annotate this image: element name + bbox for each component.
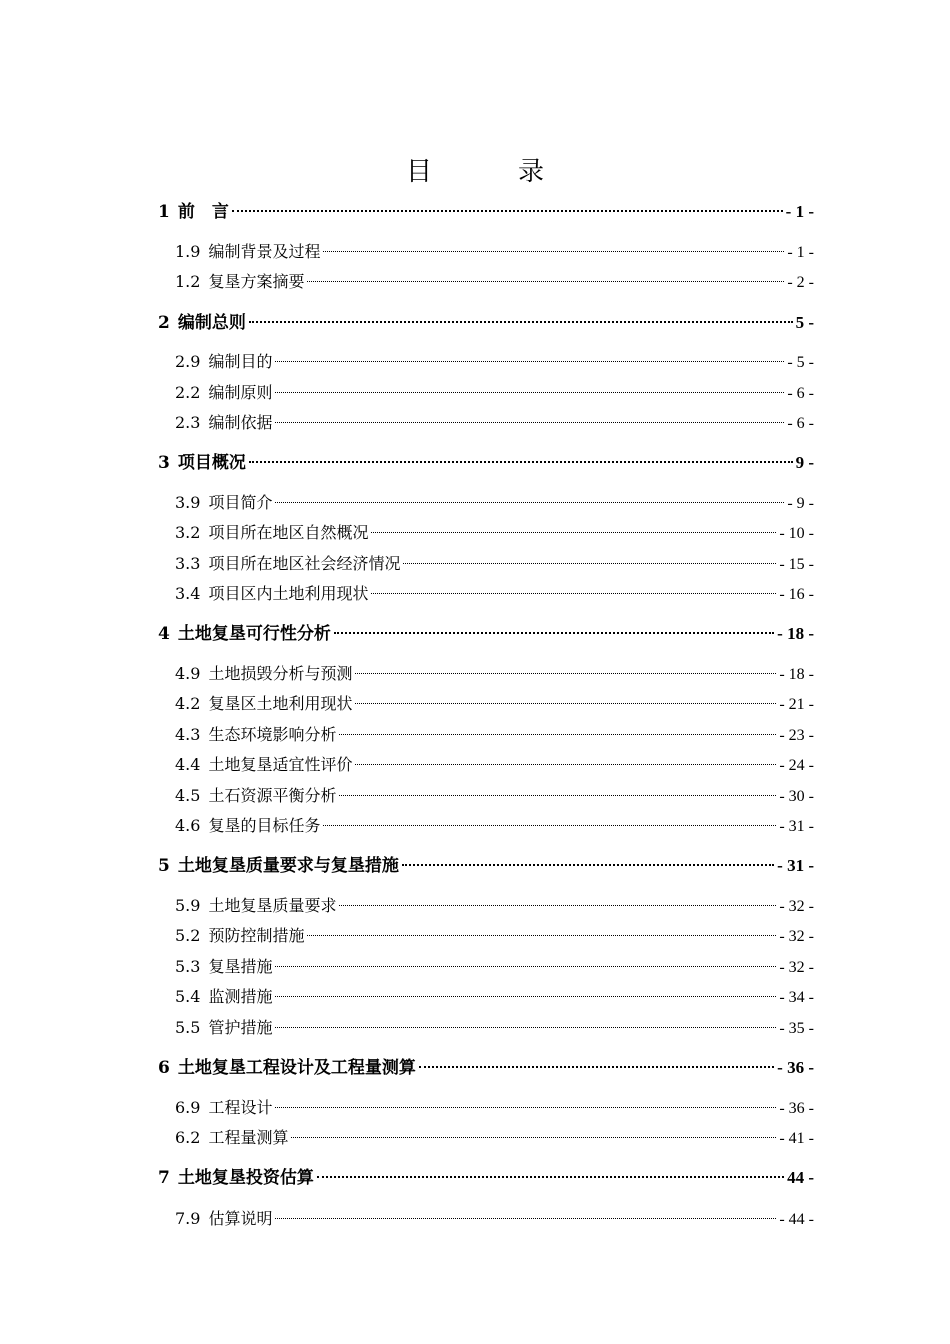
- toc-entry-number: 5.3: [175, 957, 201, 976]
- toc-entry-page: - 32 -: [779, 928, 814, 945]
- toc-entry-label: 复垦措施: [208, 957, 273, 976]
- toc-entry-page: - 10 -: [779, 525, 814, 542]
- dot-leader: [275, 965, 776, 967]
- toc-section-entry[interactable]: [175, 1125, 814, 1151]
- toc-entry-title: [175, 691, 352, 717]
- toc-entry-label: 复垦区土地利用现状: [208, 694, 353, 713]
- toc-entry-number: 4.3: [175, 725, 201, 744]
- toc-section-entry[interactable]: [175, 661, 814, 687]
- dot-leader: [355, 763, 776, 765]
- toc-entry-label: 预防控制措施: [208, 926, 305, 945]
- dot-leader: [249, 460, 793, 463]
- dot-leader: [334, 631, 774, 634]
- toc-chapter-entry[interactable]: [158, 450, 814, 476]
- toc-entry-page: - 41 -: [779, 1130, 814, 1147]
- dot-leader: [275, 501, 784, 503]
- toc-entry-title: [158, 853, 399, 879]
- toc-chapter-entry[interactable]: [158, 853, 814, 879]
- toc-entry-label: 土地损毁分析与预测: [208, 664, 353, 683]
- toc-entry-number: 3.9: [175, 493, 201, 512]
- toc-entry-label: 土地复垦质量要求与复垦措施: [177, 856, 399, 876]
- toc-section-entry[interactable]: [175, 954, 814, 980]
- toc-entry-page: - 32 -: [779, 898, 814, 915]
- toc-entry-title: [158, 1055, 416, 1081]
- toc-entry-title: [158, 450, 246, 476]
- toc-entry-number: 1.9: [175, 242, 201, 261]
- toc-entry-page: - 30 -: [779, 788, 814, 805]
- toc-entry-number: 6.2: [175, 1128, 201, 1147]
- toc-entry-label: 监测措施: [208, 987, 273, 1006]
- toc-section-entry[interactable]: [175, 813, 814, 839]
- toc-entry-label: 项目区内土地利用现状: [208, 584, 369, 603]
- dot-leader: [291, 1136, 776, 1138]
- toc-entry-page: - 18 -: [777, 624, 814, 643]
- toc-section-entry[interactable]: [175, 520, 814, 546]
- toc-section-entry[interactable]: [175, 581, 814, 607]
- toc-entry-title: [175, 661, 352, 687]
- toc-entry-page: - 31 -: [777, 856, 814, 875]
- toc-entry-page: - 16 -: [779, 586, 814, 603]
- toc-section-entry[interactable]: [175, 893, 814, 919]
- toc-entry-page: - 24 -: [779, 757, 814, 774]
- toc-entry-title: [175, 490, 272, 516]
- dot-leader: [275, 391, 784, 393]
- toc-entry-title: [175, 349, 272, 375]
- toc-section-entry[interactable]: [175, 722, 814, 748]
- toc-entry-number: 6.9: [175, 1098, 201, 1117]
- toc-entry-title: [158, 621, 331, 647]
- toc-entry-title: [175, 722, 336, 748]
- toc-entry-page: - 44 -: [779, 1211, 814, 1228]
- dot-leader: [307, 934, 776, 936]
- toc-section-entry[interactable]: [175, 490, 814, 516]
- toc-entry-title: [175, 1206, 272, 1232]
- dot-leader: [339, 733, 776, 735]
- toc-entry-number: 2.9: [175, 352, 201, 371]
- dot-leader: [275, 360, 784, 362]
- dot-leader: [275, 1106, 776, 1108]
- dot-leader: [317, 1175, 784, 1178]
- dot-leader: [339, 794, 776, 796]
- toc-entry-number: 5: [158, 856, 170, 876]
- toc-section-entry[interactable]: [175, 691, 814, 717]
- toc-section-entry[interactable]: [175, 349, 814, 375]
- toc-entry-title: [158, 1165, 314, 1191]
- toc-entry-page: - 9 -: [787, 495, 814, 512]
- toc-entry-page: - 1 -: [787, 244, 814, 261]
- toc-entry-label: 编制原则: [208, 383, 273, 402]
- toc-entry-title: [175, 1095, 272, 1121]
- toc-entry-title: [175, 893, 336, 919]
- toc-entry-title: [175, 410, 272, 436]
- dot-leader: [275, 1217, 776, 1219]
- toc-entry-title: [175, 923, 304, 949]
- toc-entry-label: 生态环境影响分析: [208, 725, 337, 744]
- toc-entry-number: 7: [158, 1168, 170, 1188]
- toc-section-entry[interactable]: [175, 783, 814, 809]
- toc-entry-label: 项目所在地区社会经济情况: [208, 554, 401, 573]
- toc-entry-number: 2.3: [175, 413, 201, 432]
- toc-chapter-entry[interactable]: [158, 199, 814, 225]
- dot-leader: [371, 531, 776, 533]
- toc-entry-title: [175, 984, 272, 1010]
- toc-entry-label: 估算说明: [208, 1209, 273, 1228]
- toc-entry-title: [175, 239, 320, 265]
- toc-entry-number: 2: [158, 313, 170, 333]
- toc-entry-number: 5.2: [175, 926, 201, 945]
- toc-entry-title: [158, 199, 229, 225]
- toc-entry-label: 复垦的目标任务: [208, 816, 321, 835]
- toc-entry-number: 4.2: [175, 694, 201, 713]
- toc-entry-page: - 18 -: [779, 666, 814, 683]
- toc-chapter-entry[interactable]: [158, 1055, 814, 1081]
- toc-section-entry[interactable]: [175, 551, 814, 577]
- toc-section-entry[interactable]: [175, 1206, 814, 1232]
- dot-leader: [249, 320, 793, 323]
- toc-entry-label: 项目所在地区自然概况: [208, 523, 369, 542]
- toc-entry-page: - 6 -: [787, 385, 814, 402]
- dot-leader: [355, 702, 776, 704]
- toc-entry-number: 1.2: [175, 272, 201, 291]
- page-title: 目 录: [405, 157, 574, 188]
- toc-entry-number: 7.9: [175, 1209, 201, 1228]
- dot-leader: [323, 824, 776, 826]
- toc-entry-label: 复垦方案摘要: [208, 272, 305, 291]
- dot-leader: [275, 421, 784, 423]
- toc-entry-title: [158, 310, 246, 336]
- toc-entry-title: [175, 1125, 288, 1151]
- toc-entry-number: 3: [158, 453, 170, 473]
- toc-entry-title: [175, 269, 304, 295]
- toc-entry-label: 土地复垦质量要求: [208, 896, 337, 915]
- toc-entry-number: 5.5: [175, 1018, 201, 1037]
- toc-entry-title: [175, 581, 368, 607]
- toc-entry-number: 6: [158, 1058, 170, 1078]
- toc-entry-label: 土地复垦可行性分析: [177, 624, 331, 644]
- toc-section-entry[interactable]: [175, 752, 814, 778]
- toc-entry-page: - 36 -: [777, 1058, 814, 1077]
- toc-entry-number: 3.4: [175, 584, 201, 603]
- toc-entry-label: 土地复垦适宜性评价: [208, 755, 353, 774]
- dot-leader: [355, 672, 776, 674]
- toc-entry-number: 4.9: [175, 664, 201, 683]
- toc-section-entry[interactable]: [175, 410, 814, 436]
- toc-entry-title: [175, 954, 272, 980]
- toc-entry-title: [175, 783, 336, 809]
- toc-entry-page: - 2 -: [787, 274, 814, 291]
- toc-chapter-entry[interactable]: [158, 1165, 814, 1191]
- dot-leader: [403, 562, 776, 564]
- toc-entry-number: 4.5: [175, 786, 201, 805]
- toc-entry-label: 编制依据: [208, 413, 273, 432]
- toc-entry-label: 土地复垦投资估算: [177, 1168, 314, 1188]
- toc-entry-number: 5.9: [175, 896, 201, 915]
- dot-leader: [307, 280, 784, 282]
- dot-leader: [275, 995, 776, 997]
- toc-entry-page: 9 -: [795, 453, 814, 472]
- toc-entry-number: 3.2: [175, 523, 201, 542]
- toc-entry-number: 3.3: [175, 554, 201, 573]
- toc-entry-title: [175, 520, 368, 546]
- toc-entry-page: - 34 -: [779, 989, 814, 1006]
- toc-section-entry[interactable]: [175, 1095, 814, 1121]
- toc-entry-label: 项目概况: [177, 453, 246, 473]
- toc-entry-page: - 23 -: [779, 727, 814, 744]
- toc-entry-page: - 6 -: [787, 415, 814, 432]
- toc-entry-page: - 21 -: [779, 696, 814, 713]
- toc-entry-title: [175, 752, 352, 778]
- toc-entry-page: - 5 -: [787, 354, 814, 371]
- toc-entry-label: 项目简介: [208, 493, 273, 512]
- toc-entry-page: - 1 -: [785, 202, 814, 221]
- toc-entry-title: [175, 551, 400, 577]
- toc-entry-label: 编制总则: [177, 313, 246, 333]
- toc-section-entry[interactable]: [175, 984, 814, 1010]
- toc-chapter-entry[interactable]: [158, 621, 814, 647]
- toc-entry-page: 5 -: [795, 313, 814, 332]
- toc-entry-page: - 36 -: [779, 1100, 814, 1117]
- toc-entry-label: 土地复垦工程设计及工程量测算: [177, 1058, 416, 1078]
- toc-entry-number: 4.6: [175, 816, 201, 835]
- toc-section-entry[interactable]: [175, 1015, 814, 1041]
- toc-entry-page: - 32 -: [779, 959, 814, 976]
- toc-entry-label: 编制目的: [208, 352, 273, 371]
- toc-entry-number: 4.4: [175, 755, 201, 774]
- toc-entry-title: [175, 1015, 272, 1041]
- toc-entry-number: 5.4: [175, 987, 201, 1006]
- dot-leader: [275, 1026, 776, 1028]
- toc-entry-label: 前 言: [177, 202, 229, 222]
- toc-section-entry[interactable]: [175, 923, 814, 949]
- toc-entry-title: [175, 813, 320, 839]
- toc-entry-label: 工程设计: [208, 1098, 273, 1117]
- dot-leader: [323, 250, 784, 252]
- toc-entry-label: 土石资源平衡分析: [208, 786, 337, 805]
- toc-entry-label: 管护措施: [208, 1018, 273, 1037]
- dot-leader: [339, 904, 776, 906]
- toc-entry-page: 44 -: [787, 1168, 814, 1187]
- toc-section-entry[interactable]: [175, 269, 814, 295]
- dot-leader: [419, 1065, 774, 1068]
- dot-leader: [371, 592, 776, 594]
- dot-leader: [402, 863, 774, 866]
- toc-entry-label: 编制背景及过程: [208, 242, 321, 261]
- toc-entry-number: 1: [158, 202, 170, 222]
- toc-entry-label: 工程量测算: [208, 1128, 289, 1147]
- dot-leader: [232, 209, 783, 212]
- toc-entry-page: - 31 -: [779, 818, 814, 835]
- toc-chapter-entry[interactable]: [158, 310, 814, 336]
- toc-section-entry[interactable]: [175, 239, 814, 265]
- toc-section-entry[interactable]: [175, 380, 814, 406]
- toc-entry-number: 4: [158, 624, 170, 644]
- toc-entry-page: - 35 -: [779, 1020, 814, 1037]
- toc-entry-number: 2.2: [175, 383, 201, 402]
- toc-entry-page: - 15 -: [779, 556, 814, 573]
- toc-entry-title: [175, 380, 272, 406]
